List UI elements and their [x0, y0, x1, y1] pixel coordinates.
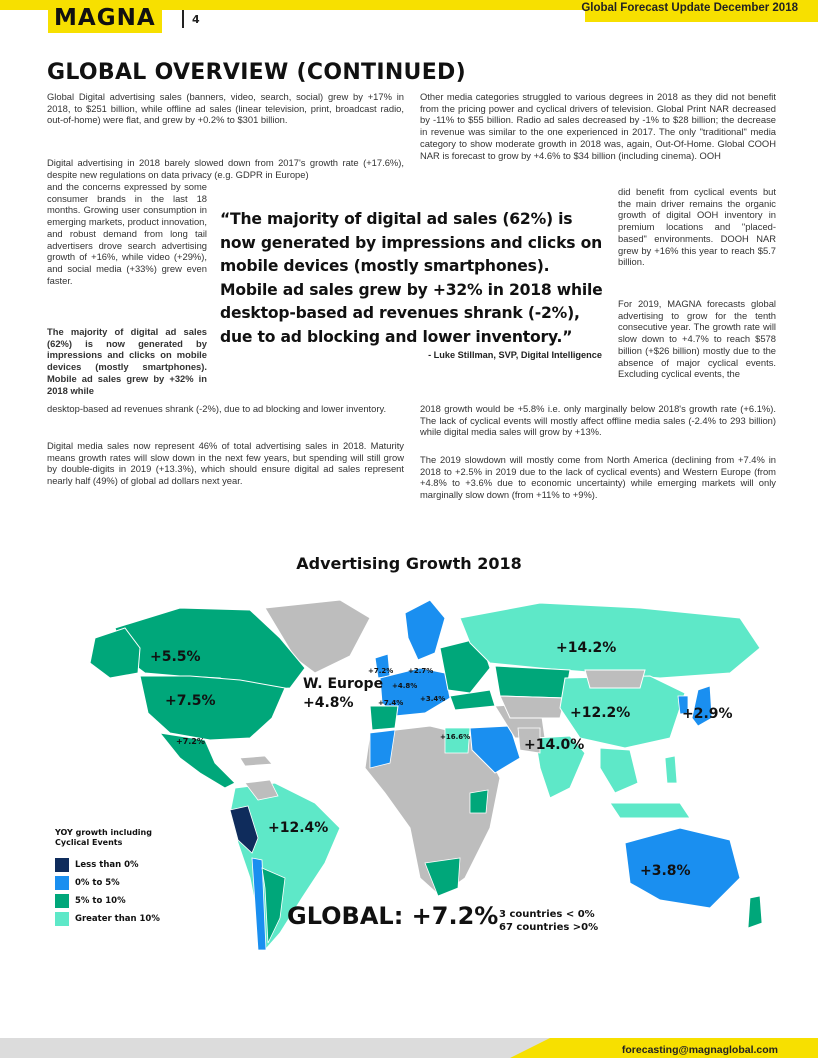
legend-swatch [55, 912, 69, 926]
label-usa: +7.5% [165, 693, 216, 709]
page-title: GLOBAL OVERVIEW (CONTINUED) [47, 60, 466, 85]
map-new-zealand [748, 896, 762, 928]
map-se-asia [600, 748, 638, 793]
legend-label: Less than 0% [75, 860, 139, 870]
map-south-africa [425, 858, 460, 896]
header-bar [0, 0, 818, 30]
label-europe-d: +7.4% [378, 699, 404, 707]
left-paragraph-3-wrap: The majority of digital ad sales (62%) is now generated by impressions and clicks on mobile devices (mostly smartphones). Mobile ad sales grew by +32% in 2018 while [47, 326, 207, 396]
map-turkey [450, 690, 495, 710]
legend-title: YOY growth including Cyclical Events [55, 828, 152, 847]
map-legend [55, 828, 175, 928]
legend-swatch [55, 876, 69, 890]
label-russia: +14.2% [556, 640, 617, 656]
legend-item [55, 856, 175, 874]
map-title: Advertising Growth 2018 [296, 554, 522, 573]
countries-positive: 67 countries >0% [499, 922, 599, 933]
left-paragraph-2-wrap: and the concerns expressed by some consumer brands in the last 18 months. Growing user consumption in emerging markets, product innovation, and robust demand from long tail advertisers drove search advertising growth of +16%, while video (+29%), and social media (+33%) grew even faster. [47, 181, 207, 286]
legend-swatch [55, 894, 69, 908]
legend-swatch [55, 858, 69, 872]
label-middle-east: +16.6% [440, 733, 471, 741]
map-central-asia [500, 696, 565, 718]
left-paragraph-4: Digital media sales now represent 46% of total advertising sales in 2018. Maturity means growth rates will slow down in the next few years, but spending will still grow by double-digits in 2019 (+13.3%), which should ensure digital ad sales represent nearly half (49%) of global ad dollars next year. [47, 440, 404, 487]
global-growth-label: GLOBAL: +7.2% [287, 902, 499, 930]
legend-item [55, 892, 175, 910]
map-kazakhstan [495, 666, 570, 698]
quote-author: - Luke Stillman, SVP, Digital Intelligence [428, 350, 602, 360]
pull-quote: “The majority of digital ad sales (62%) is now generated by impressions and clicks on mobile devices (mostly smartphones). Mobile ad sales grew by +32% in 2018 while desktop-based ad revenues shrank (-2%), due to ad blocking and lower inventory.” [220, 210, 603, 346]
legend-item [55, 910, 175, 928]
legend-label: 0% to 5% [75, 878, 120, 888]
label-china: +12.2% [570, 705, 631, 721]
legend-label: 5% to 10% [75, 896, 126, 906]
right-paragraph-3: The 2019 slowdown will mostly come from North America (declining from +7.4% in 2018 to +2.5% in 2019 due to the lack of cyclical events) and Western Europe (from +4.8% to +3.6% due to economic uncertainty) while emerging markets will only marginally slow down (from +11% to +9%). [420, 454, 776, 501]
right-paragraph-2-full: 2018 growth would be +5.8% i.e. only marginally below 2018's growth rate (+6.1%). The lack of cyclical events will mostly affect offline media sales (-2.4% to 293 billion) while digital media sales will grow by +13%. [420, 403, 776, 438]
magna-logo: MAGNA [48, 3, 162, 33]
left-paragraph-1: Global Digital advertising sales (banners, video, search, social) grew by +17% in 2018, to $251 billion, while offline ad sales (linear television, print, broadcast radio, out-of-home) were flat, and grew by +0.2% to $301 billion. [47, 91, 404, 126]
map-philippines [665, 756, 677, 783]
right-paragraph-1-wrap: did benefit from cyclical events but the main driver remains the organic growth of digital OOH inventory in premium locations and "placed-based" environments. DOOH NAR grew by +16% this year to reach $5.7 billion. [618, 186, 776, 268]
label-europe-e: +3.4% [420, 695, 446, 703]
report-title: Global Forecast Update December 2018 [581, 2, 798, 14]
map-scandinavia [405, 600, 445, 660]
countries-summary [499, 908, 598, 934]
map-indonesia [610, 803, 690, 818]
label-europe-c: +4.8% [392, 682, 418, 690]
left-paragraph-3-full: desktop-based ad revenues shrank (-2%), due to ad blocking and lower inventory. [47, 403, 387, 414]
page-number: 4 [182, 10, 200, 28]
map-kenya [470, 790, 488, 813]
left-paragraph-2-full: Digital advertising in 2018 barely slowed down from 2017's growth rate (+17.6%), despite new regulations on data privacy (e.g. GDPR in Europe) [47, 157, 404, 180]
label-w-europe: +4.8% [303, 695, 354, 711]
right-paragraph-2-wrap: For 2019, MAGNA forecasts global advertising to grow for the tenth consecutive year. The growth rate will slow down to +4.7% to reach $578 billion (+$26 billion) mostly due to the absence of major cyclical events. Excluding cyclical events, the [618, 298, 776, 380]
legend-item [55, 874, 175, 892]
label-south-america: +12.4% [268, 820, 329, 836]
map-mongolia [585, 670, 645, 688]
map-iberia [370, 706, 398, 730]
map-caribbean [240, 756, 272, 766]
label-mexico: +7.2% [176, 737, 205, 746]
label-w-europe-name: W. Europe [303, 676, 384, 692]
countries-negative: 3 countries < 0% [499, 909, 595, 920]
label-india: +14.0% [524, 737, 585, 753]
label-alaska: +5.5% [150, 649, 201, 665]
legend-label: Greater than 10% [75, 914, 160, 924]
label-europe-a: +7.2% [368, 667, 394, 675]
label-europe-b: +2.7% [408, 667, 434, 675]
right-paragraph-1-full: Other media categories struggled to various degrees in 2018 as they did not benefit from the pricing power and cyclical drivers of television. Global Print NAR decreased by -11% to $55 billion. Radio ad sales decreased by -1% to $28 billion; the decrease in revenue was similar to the one experienced in 2017. The only "traditional" media category to show moderate growth in 2018 was, again, Out-Of-Home. Global COOH NAR is forecast to grow by +4.6% to $34 billion (including cinema). OOH [420, 91, 776, 161]
footer-email-link[interactable]: forecasting@magnaglobal.com [621, 1044, 778, 1056]
label-japan: +2.9% [682, 706, 733, 722]
label-australia: +3.8% [640, 863, 691, 879]
